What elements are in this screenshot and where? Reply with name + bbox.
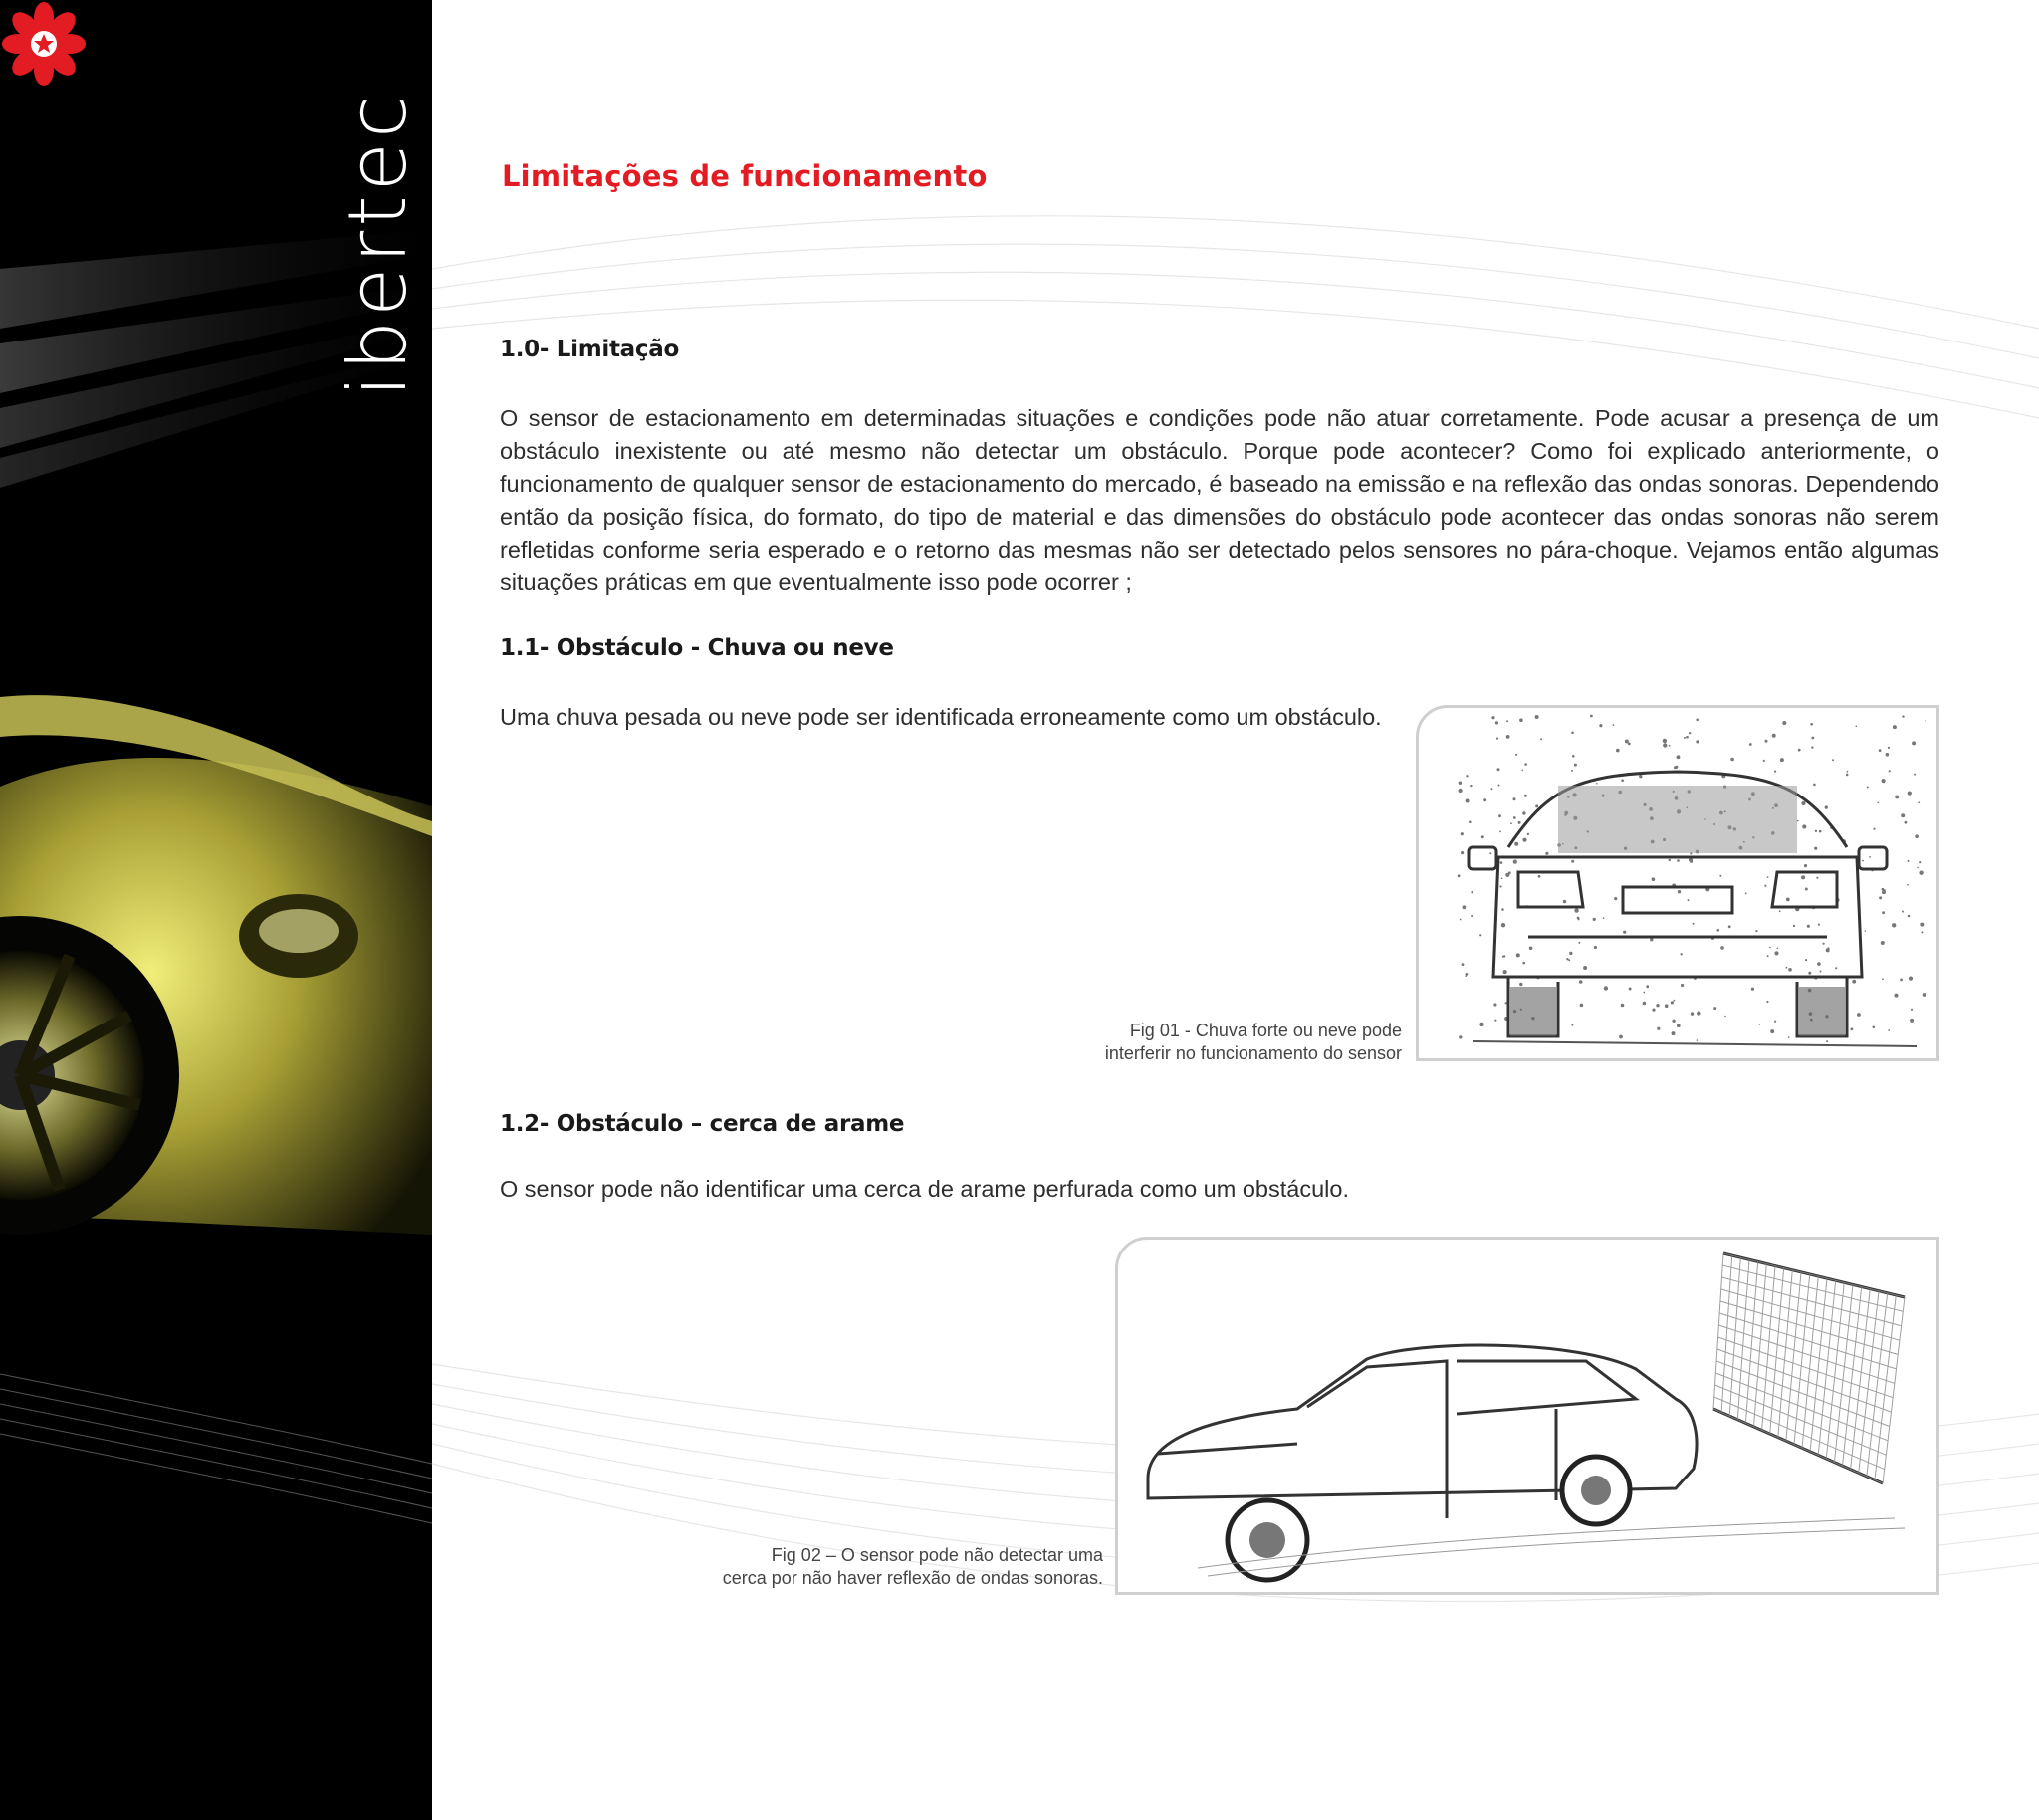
page-title: Limitações de funcionamento — [502, 159, 988, 193]
red-flower-star-icon — [0, 0, 90, 358]
figure-01-rain-car — [1416, 705, 1939, 1061]
sidebar-decoration — [0, 0, 432, 1820]
paragraph-chuva-neve: Uma chuva pesada ou neve pode ser identificada erroneamente como um obstáculo. — [500, 704, 1382, 730]
paragraph-cerca-arame: O sensor pode não identificar uma cerca de arame perfurada como um obstáculo. — [500, 1176, 1349, 1202]
figure-02-caption-line2: cerca por não haver reflexão de ondas sonoras. — [722, 1568, 1103, 1588]
figure-01-caption — [996, 1020, 1402, 1065]
section-heading-cerca-arame: 1.2- Obstáculo – cerca de arame — [500, 1111, 905, 1137]
rear-car-rain-illustration — [1419, 708, 1936, 1058]
paragraph-limitacao: O sensor de estacionamento em determinadas situações e condições pode não atuar corretamente. Pode acusar a presença de um obstáculo inexistente ou até mesmo não detectar um obstáculo. Porque pode acontecer? Como foi explicado anteriormente, o funcionamento de qualquer sensor de estacionamento do mercado, é baseado na emissão e na reflexão das ondas sonoras. Dependendo então da posição física, do formato, do tipo de material e das dimensões do obstáculo pode acontecer das ondas sonoras não serem refletidas conforme seria esperado e o retorno das mesmas não ser detectado pelos sensores no pára-choque. Vejamos então algumas situações práticas em que eventualmente isso pode ocorrer ; — [500, 405, 1939, 595]
figure-01-caption-line2: interferir no funcionamento do sensor — [1104, 1043, 1402, 1063]
figure-02-caption — [657, 1544, 1103, 1590]
figure-02-caption-line1: Fig 02 – O sensor pode não detectar uma — [771, 1545, 1103, 1565]
section-heading-chuva-neve: 1.1- Obstáculo - Chuva ou neve — [500, 635, 894, 661]
section-heading-limitacao: 1.0- Limitação — [500, 337, 679, 362]
figure-01-caption-line1: Fig 01 - Chuva forte ou neve pode — [1129, 1021, 1402, 1040]
brand-wordmark: ibertec — [332, 91, 424, 397]
car-fence-illustration — [1118, 1240, 1936, 1592]
figure-02-fence-car — [1115, 1237, 1939, 1595]
